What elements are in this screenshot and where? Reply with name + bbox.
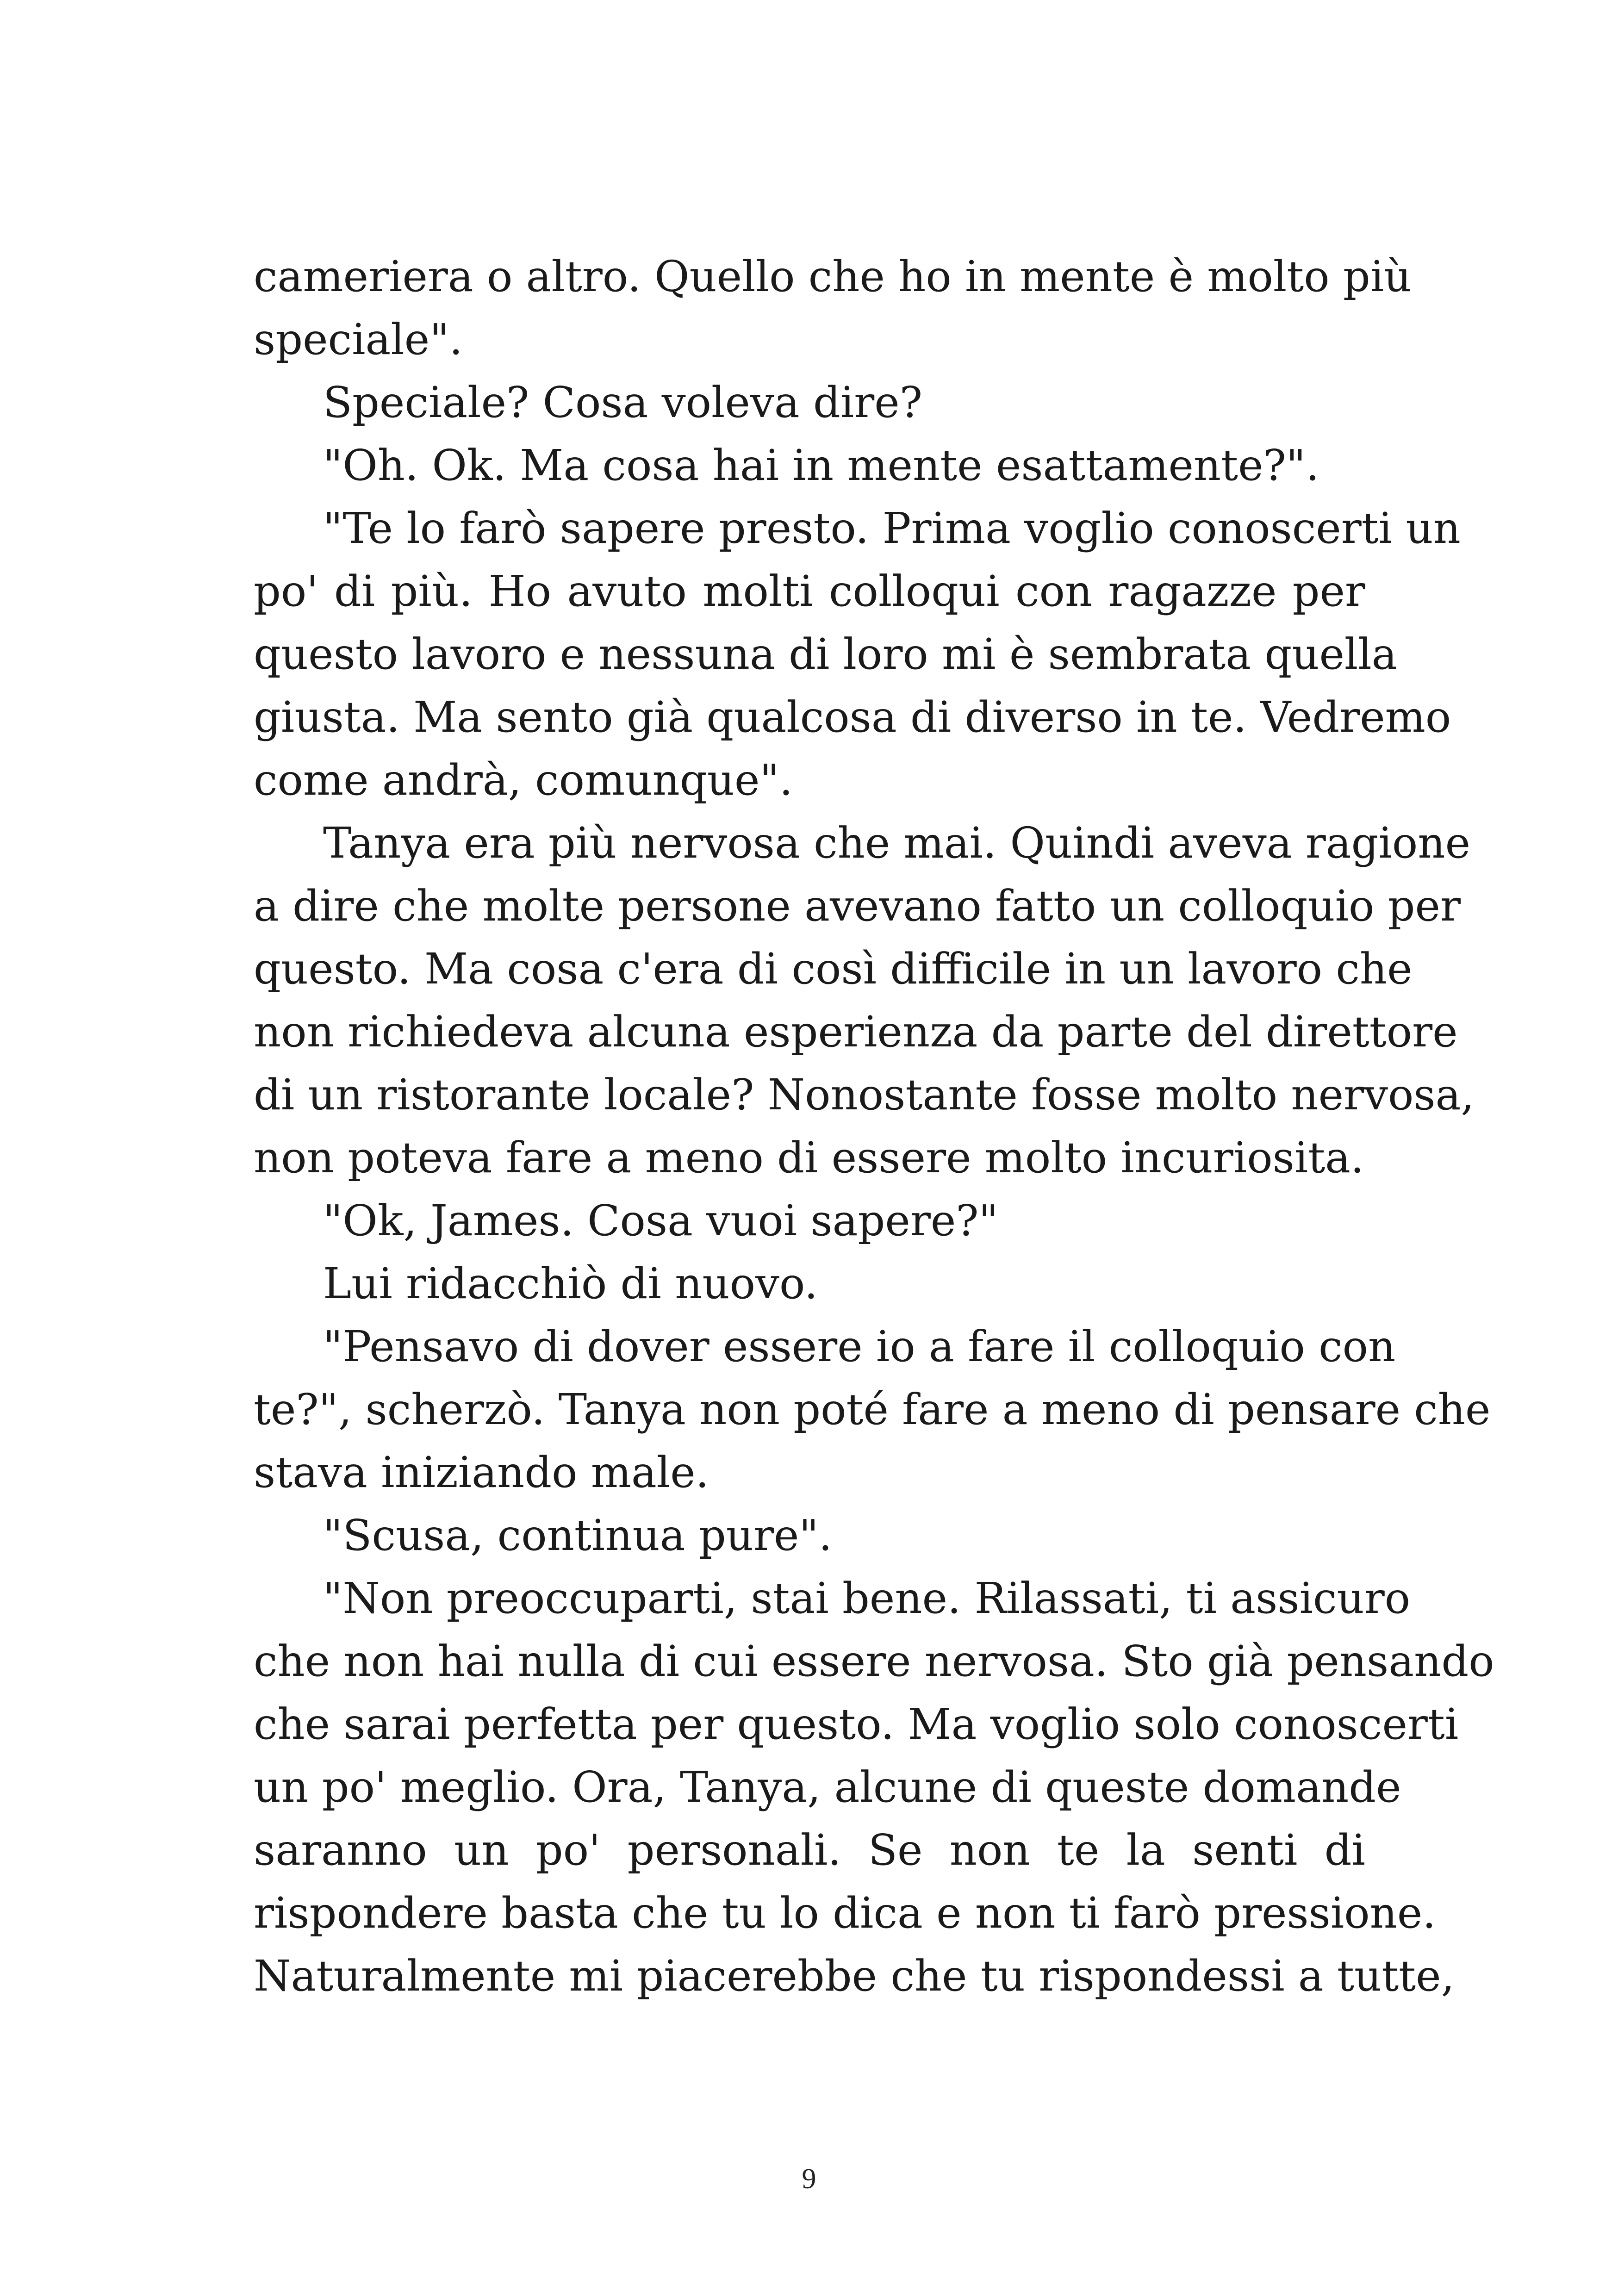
text-line: speciale". — [254, 315, 463, 364]
text-line: Lui ridacchiò di nuovo. — [323, 1259, 818, 1308]
text-line: cameriera o altro. Quello che ho in mente è molto più — [254, 252, 1412, 301]
body-text — [254, 245, 1494, 2008]
text-line: Tanya era più nervosa che mai. Quindi aveva ragione — [323, 818, 1471, 868]
text-line: Speciale? Cosa voleva dire? — [323, 378, 923, 427]
text-line: "Scusa, continua pure". — [323, 1511, 832, 1560]
text-line: "Non preoccuparti, stai bene. Rilassati, ti assicuro — [323, 1574, 1411, 1623]
page-number: 9 — [802, 2163, 816, 2195]
text-line: un po' meglio. Ora, Tanya, alcune di queste domande — [254, 1762, 1401, 1812]
text-line: non richiedeva alcuna esperienza da parte del direttore — [254, 1007, 1458, 1057]
text-line: come andrà, comunque". — [254, 755, 793, 805]
text-line: di un ristorante locale? Nonostante fosse molto nervosa, — [254, 1070, 1475, 1120]
text-line: saranno un po' personali. Se non te la senti di — [254, 1825, 1365, 1875]
text-line: stava iniziando male. — [254, 1448, 709, 1497]
text-line: "Ok, James. Cosa vuoi sapere?" — [323, 1196, 998, 1245]
text-line: "Oh. Ok. Ma cosa hai in mente esattamente?". — [323, 441, 1319, 490]
text-line: che sarai perfetta per questo. Ma voglio solo conoscerti — [254, 1699, 1459, 1749]
text-line: giusta. Ma sento già qualcosa di diverso in te. Vedremo — [254, 692, 1451, 742]
text-line: a dire che molte persone avevano fatto un colloquio per — [254, 881, 1461, 931]
text-line: Naturalmente mi piacerebbe che tu rispondessi a tutte, — [254, 1951, 1455, 2001]
text-line: questo. Ma cosa c'era di così difficile in un lavoro che — [254, 944, 1413, 994]
text-line: questo lavoro e nessuna di loro mi è sembrata quella — [254, 629, 1397, 679]
text-line: non poteva fare a meno di essere molto incuriosita. — [254, 1133, 1364, 1182]
text-line: che non hai nulla di cui essere nervosa. Sto già pensando — [254, 1636, 1494, 1686]
text-line: "Te lo farò sapere presto. Prima voglio conoscerti un — [323, 504, 1461, 553]
text-line: rispondere basta che tu lo dica e non ti farò pressione. — [254, 1888, 1436, 1938]
text-line: "Pensavo di dover essere io a fare il colloquio con — [323, 1322, 1396, 1371]
text-line: te?", scherzò. Tanya non poté fare a meno di pensare che — [254, 1385, 1491, 1434]
text-line: po' di più. Ho avuto molti colloqui con ragazze per — [254, 566, 1365, 616]
